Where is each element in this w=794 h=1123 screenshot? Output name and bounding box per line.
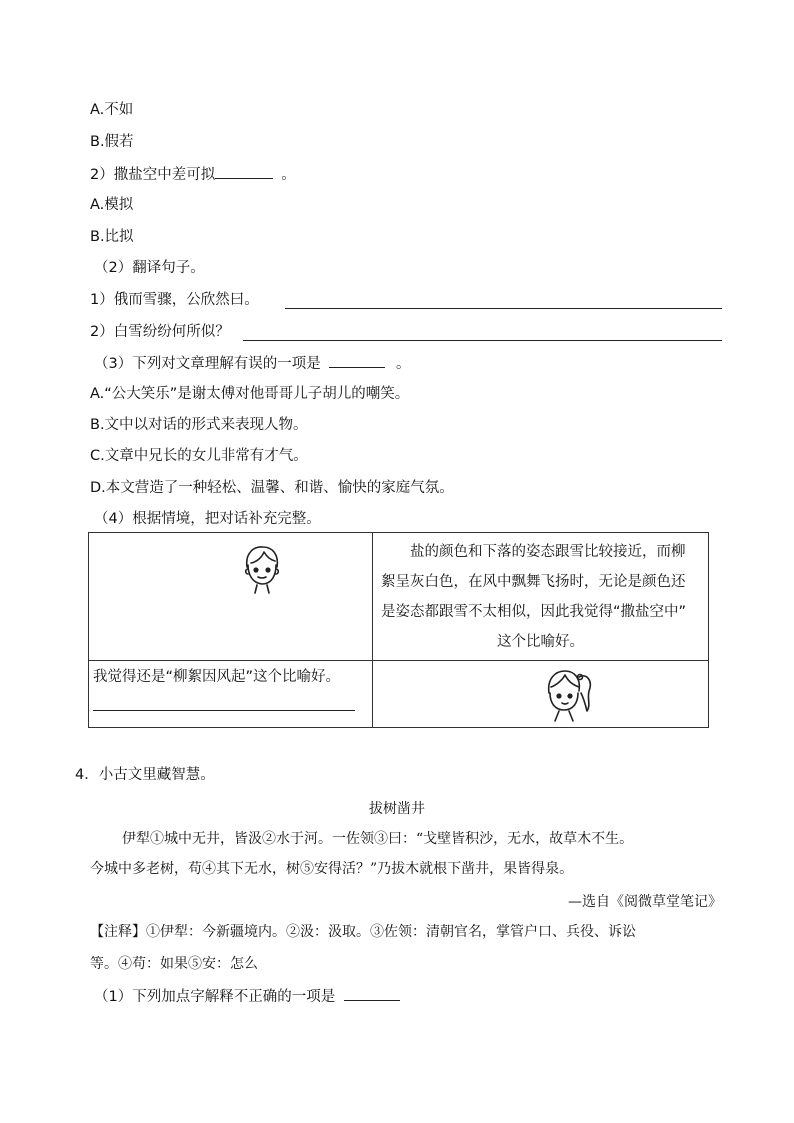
notes-line-1: 【注释】①伊犁：今新疆境内。②汲：汲取。③佐领：清朝官名，掌管户口、兵役、诉讼 <box>90 924 636 940</box>
girl-speech-cell <box>89 661 373 728</box>
dialogue-table <box>88 532 709 728</box>
boy-speech-line-2: 絮呈灰白色，在风中飘舞飞扬时，无论是颜色还 <box>381 574 686 590</box>
passage-line-2: 今城中多老树，苟④其下无水，树⑤安得活？”乃拔木就根下凿井，果皆得泉。 <box>90 861 574 877</box>
passage-title: 拔树凿井 <box>369 801 425 817</box>
answer-line-1[interactable] <box>285 294 722 309</box>
translate-sentence-2 <box>90 322 230 342</box>
passage-source: —选自《阅微草堂笔记》 <box>568 894 722 910</box>
notes-line-2: 等。④苟：如果⑤安：怎么 <box>90 956 258 972</box>
boy-speech-line-4: 这个比喻好。 <box>497 634 584 650</box>
option-a: A.“公大笑乐”是谢太傅对他哥哥儿子胡儿的嘲笑。 <box>90 386 410 402</box>
girl-cell <box>373 661 709 728</box>
boy-speech-line-1: 盐的颜色和下落的姿态跟雪比较接近，而柳 <box>410 544 686 560</box>
choice-b-bini: B.比拟 <box>90 229 134 245</box>
choice-a-moni: A.模拟 <box>90 197 134 213</box>
section-4-title: 4．小古文里藏智慧。 <box>75 767 215 783</box>
girl-answer-line[interactable] <box>93 710 355 711</box>
answer-blank[interactable] <box>344 986 400 1001</box>
question-4-title: （4）根据情境，把对话补充完整。 <box>94 511 321 527</box>
girl-avatar-icon <box>539 665 595 723</box>
answer-line-2[interactable] <box>243 326 722 341</box>
sentence-1-text: 1）俄而雪骤，公欣然曰。 <box>90 292 259 308</box>
question-2-title: （2）翻译句子。 <box>94 260 205 276</box>
question-3-title <box>94 353 410 374</box>
option-d: D.本文营造了一种轻松、温馨、和谐、愉快的家庭气氛。 <box>90 480 454 496</box>
boy-speech-line-3: 是姿态都跟雪不太相似，因此我觉得“撒盐空中” <box>381 604 687 620</box>
question-sub2 <box>90 164 296 185</box>
sentence-2-text: 2）白雪纷纷何所似？ <box>90 324 230 340</box>
answer-blank[interactable] <box>329 353 385 368</box>
boy-speech-cell <box>373 533 709 661</box>
girl-speech: 我觉得还是“柳絮因风起”这个比喻好。 <box>93 669 341 685</box>
translate-sentence-1 <box>90 290 259 310</box>
option-b: B.文中以对话的形式来表现人物。 <box>90 417 308 433</box>
boy-cell <box>89 533 373 661</box>
passage-line-1: 伊犁①城中无井，皆汲②水于河。一佐领③曰：“戈壁皆积沙，无水，故草木不生。 <box>122 831 634 847</box>
option-c: C.文章中兄长的女儿非常有才气。 <box>90 448 308 464</box>
section-4-q1-text: （1）下列加点字解释不正确的一项是 <box>94 989 336 1005</box>
answer-blank[interactable] <box>215 164 273 179</box>
question-3-text: （3）下列对文章理解有误的一项是 <box>94 356 321 372</box>
question-sub2-text: 2）撒盐空中差可拟 <box>90 167 216 183</box>
question-3-end: 。 <box>395 356 411 372</box>
section-4-q1 <box>94 986 400 1007</box>
boy-avatar-icon <box>240 543 284 595</box>
choice-b-jiaruo: B.假若 <box>90 134 134 150</box>
boy-speech <box>373 533 708 657</box>
question-sub2-end: 。 <box>281 167 296 183</box>
choice-a-buru: A.不如 <box>90 102 134 118</box>
